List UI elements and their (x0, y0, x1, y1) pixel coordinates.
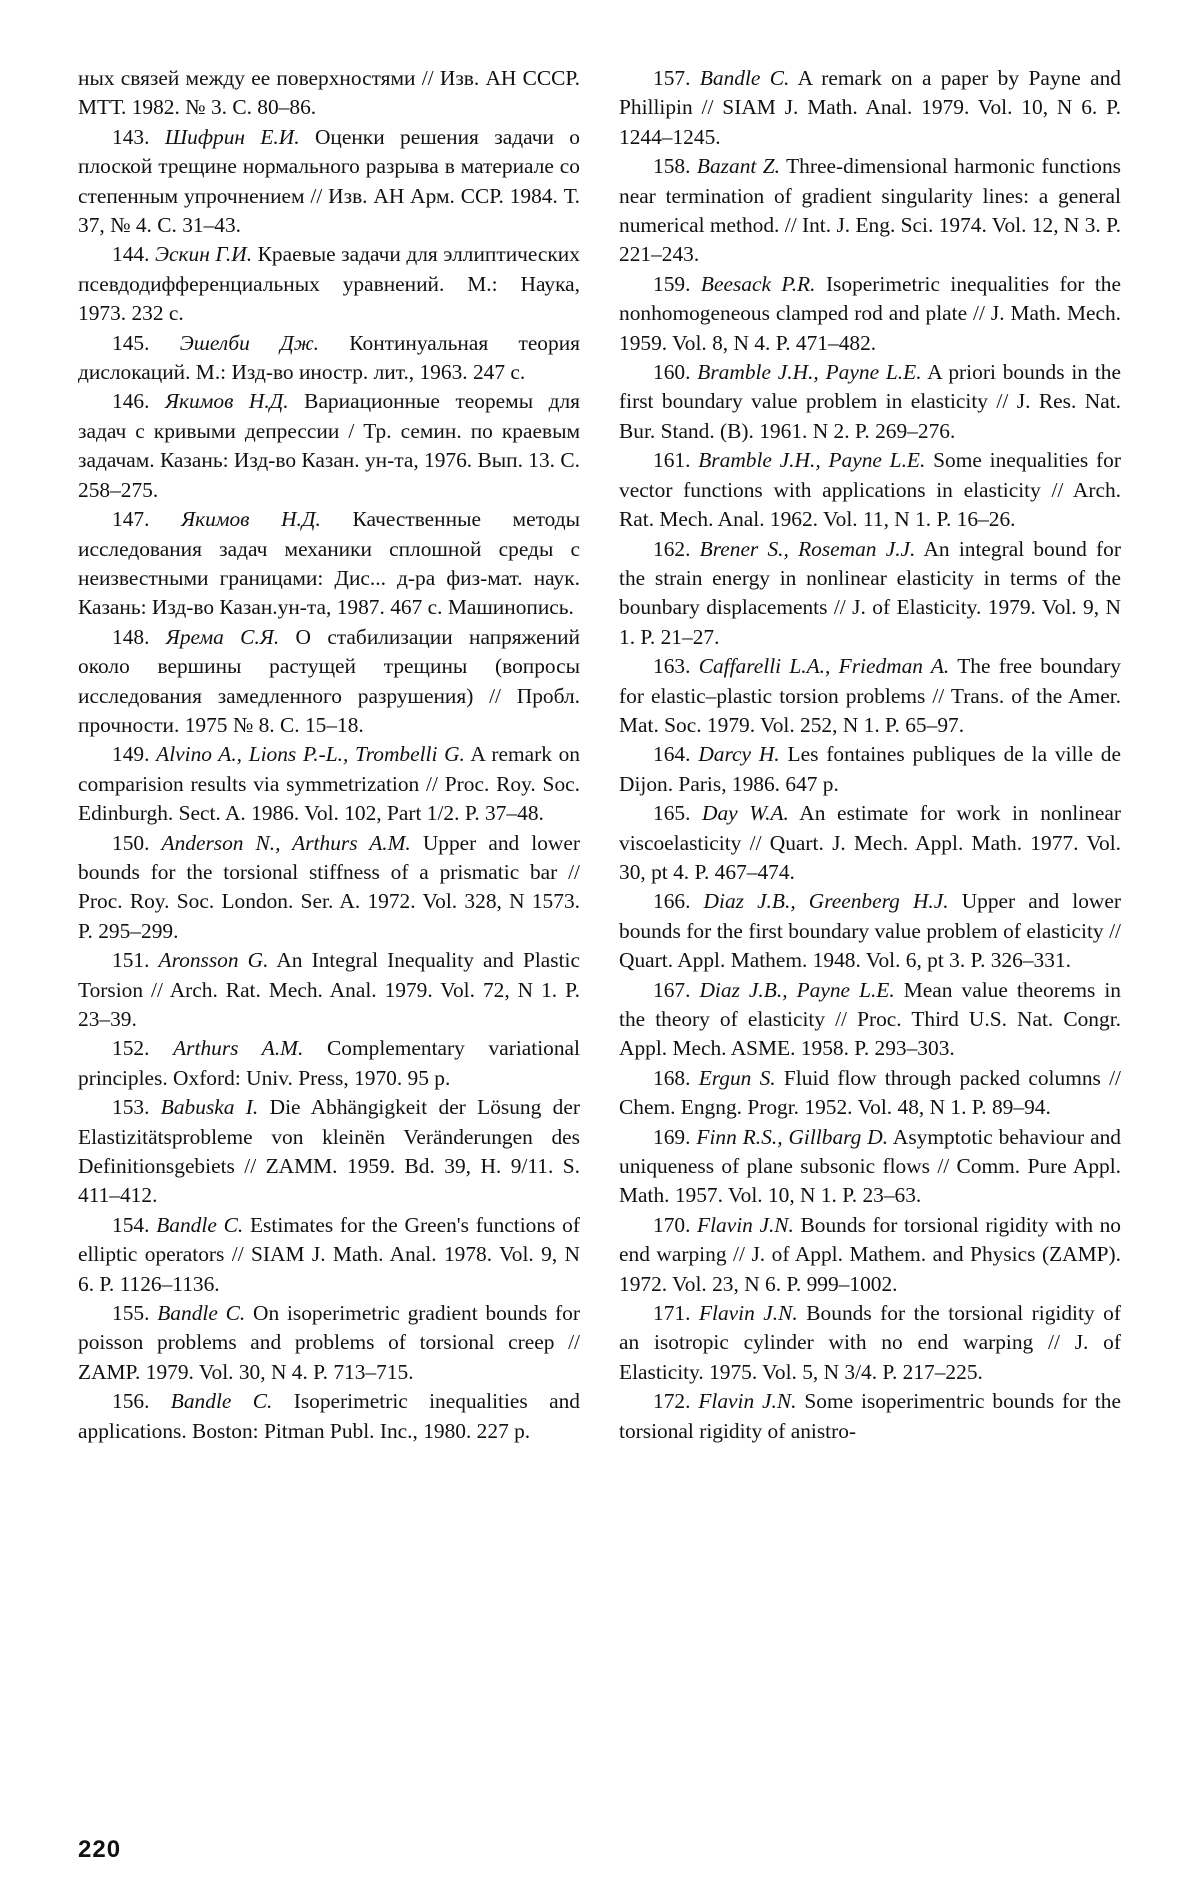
page-number: 220 (78, 1836, 122, 1863)
reference-entry (619, 1064, 1121, 1123)
reference-text: An integral bound for the strain energy in nonlinear elasticity in terms of the bounbary displacements // J. of Elasticity. 1979. Vol. 9, N 1. P. 21–27. (619, 536, 1121, 649)
reference-entry (619, 1123, 1121, 1211)
reference-entry (78, 740, 580, 828)
reference-text: ных связей между ее поверхностями // Изв. АН СССР. МТТ. 1982. № 3. С. 80–86. (78, 66, 580, 120)
reference-number: 144. (112, 242, 150, 267)
reference-number: 162. (653, 536, 691, 561)
reference-author: Ergun S. (698, 1065, 776, 1090)
reference-author: Якимов Н.Д. (181, 507, 321, 532)
reference-author: Bandle C. (699, 66, 790, 90)
reference-entry (78, 1093, 580, 1211)
reference-entry (78, 1299, 580, 1387)
reference-author: Diaz J.B., Payne L.E. (699, 977, 895, 1002)
reference-author: Diaz J.B., Greenberg H.J. (703, 889, 949, 914)
reference-entry (78, 829, 580, 947)
reference-number: 152. (112, 1036, 150, 1061)
reference-text: Fluid flow through packed columns // Chem. Engng. Progr. 1952. Vol. 48, N 1. P. 89–94. (619, 1065, 1121, 1120)
reference-number: 148. (112, 624, 150, 649)
reference-author: Bramble J.H., Payne L.E. (697, 360, 922, 385)
reference-author: Finn R.S., Gillbarg D. (696, 1124, 889, 1149)
reference-entry (78, 387, 580, 505)
reference-text: Краевые задачи для эллиптических псевдодифференциальных уравнений. М.: Наука, 1973. 232 с. (78, 242, 580, 326)
reference-number: 172. (653, 1389, 691, 1414)
reference-text: О стабилизации напряжений около вершины растущей трещины (вопросы исследования замедленного разрушения) // Пробл. прочности. 1975 № 8. С. 15–18. (78, 624, 580, 737)
reference-number: 146. (112, 389, 150, 414)
reference-entry (78, 329, 580, 388)
reference-entry (619, 740, 1121, 799)
reference-text: Three-dimensional harmonic functions near termination of gradient singularity lines: a general numerical method. // Int. J. Eng. Sci. 1974. Vol. 12, N 3. P. 221–243. (619, 154, 1121, 267)
reference-number: 157. (653, 66, 691, 90)
reference-text: Bounds for the torsional rigidity of an isotropic cylinder with no end warping // J. of Elasticity. 1975. Vol. 5, N 3/4. P. 217–225. (619, 1301, 1121, 1384)
reference-entry (78, 1387, 580, 1446)
reference-text: Bounds for torsional rigidity with no end warping // J. of Appl. Mathem. and Physics (ZAMP). 1972. Vol. 23, N 6. P. 999–1002. (619, 1212, 1121, 1296)
reference-text: The free boundary for elastic–plastic torsion problems // Trans. of the Amer. Mat. Soc. 1979. Vol. 252, N 1. P. 65–97. (619, 654, 1121, 737)
reference-author: Babuska I. (160, 1095, 259, 1120)
reference-text: Les fontaines publiques de la ville de Dijon. Paris, 1986. 647 p. (619, 742, 1121, 796)
reference-author: Anderson N., Arthurs A.M. (161, 830, 411, 855)
reference-author: Эшелби Дж. (179, 330, 320, 355)
reference-text: Upper and lower bounds for the first boundary value problem of elasticity // Quart. Appl. Mathem. 1948. Vol. 6, pt 3. P. 326–331. (619, 889, 1121, 973)
reference-entry (78, 623, 580, 741)
reference-text: An estimate for work in nonlinear viscoelasticity // Quart. J. Mech. Appl. Math. 1977. Vol. 30, pt 4. P. 467–474. (619, 801, 1121, 884)
left-column (78, 64, 580, 1446)
reference-text: Mean value theorems in the theory of elasticity // Proc. Third U.S. Nat. Congr. Appl. Mech. ASME. 1958. P. 293–303. (619, 977, 1121, 1061)
reference-author: Alvino A., Lions P.-L., Trombelli G. (156, 742, 465, 767)
reference-number: 168. (653, 1065, 691, 1090)
reference-entry (619, 799, 1121, 887)
reference-entry (78, 123, 580, 241)
reference-text: Upper and lower bounds for the torsional stiffness of a prismatic bar // Proc. Roy. Soc. London. Ser. A. 1972. Vol. 328, N 1573. P. 295–299. (78, 830, 580, 943)
reference-entry (619, 976, 1121, 1064)
reference-number: 165. (653, 801, 691, 826)
reference-number: 156. (112, 1389, 150, 1414)
reference-text: Some isoperimentric bounds for the torsional rigidity of anistro- (619, 1389, 1121, 1443)
reference-author: Bandle C. (156, 1212, 244, 1237)
reference-author: Bandle C. (157, 1301, 246, 1326)
reference-entry (619, 358, 1121, 446)
reference-entry (78, 946, 580, 1034)
reference-text: Asymptotic behaviour and uniqueness of plane subsonic flows // Comm. Pure Appl. Math. 1957. Vol. 10, N 1. P. 23–63. (619, 1124, 1121, 1208)
reference-entry (78, 1034, 580, 1093)
reference-author: Шифрин Е.И. (164, 124, 300, 149)
reference-number: 153. (112, 1095, 150, 1120)
reference-author: Bazant Z. (696, 154, 781, 179)
reference-author: Beesack P.R. (700, 271, 816, 296)
reference-author: Ярема С.Я. (165, 624, 280, 649)
reference-number: 145. (112, 330, 150, 355)
reference-text: A remark on a paper by Payne and Phillipin // SIAM J. Math. Anal. 1979. Vol. 10, N 6. P. 1244–1245. (619, 66, 1121, 149)
reference-number: 150. (112, 830, 150, 855)
reference-entry (619, 535, 1121, 653)
right-column (619, 64, 1121, 1446)
reference-entry (619, 64, 1121, 152)
reference-number: 151. (112, 948, 150, 973)
reference-text: Complementary variational principles. Oxford: Univ. Press, 1970. 95 p. (78, 1036, 580, 1090)
reference-entry (619, 887, 1121, 975)
reference-text: Estimates for the Green's functions of elliptic operators // SIAM J. Math. Anal. 1978. Vol. 9, N 6. P. 1126–1136. (78, 1212, 580, 1296)
reference-entry (619, 652, 1121, 740)
reference-entry (619, 1211, 1121, 1299)
reference-author: Darcy H. (698, 742, 780, 767)
reference-number: 171. (653, 1301, 691, 1326)
reference-text: Вариационные теоремы для задач с кривыми депрессии / Тр. семин. по краевым задачам. Казань: Изд-во Казан. ун-та, 1976. Вып. 13. С. 258–275. (78, 389, 580, 502)
reference-author: Flavin J.N. (698, 1301, 798, 1326)
reference-author: Caffarelli L.A., Friedman A. (698, 654, 950, 679)
reference-author: Bramble J.H., Payne L.E. (698, 448, 926, 473)
reference-text: An Integral Inequality and Plastic Torsion // Arch. Rat. Mech. Anal. 1979. Vol. 72, N 1. P. 23–39. (78, 948, 580, 1031)
reference-author: Bandle C. (170, 1389, 273, 1414)
reference-number: 143. (112, 124, 150, 149)
reference-number: 149. (112, 742, 150, 767)
reference-number: 169. (653, 1124, 691, 1149)
reference-text: Качественные методы исследования задач механики сплошной среды с неизвестными границами: Дис... д-ра физ-мат. наук. Казань: Изд-во Казан.ун-та, 1987. 467 с. Машинопись. (78, 507, 580, 620)
reference-author: Brener S., Roseman J.J. (699, 536, 916, 561)
reference-author: Arthurs A.M. (173, 1036, 304, 1061)
reference-number: 167. (653, 977, 691, 1002)
reference-text: Isoperimetric inequalities for the nonhomogeneous clamped rod and plate // J. Math. Mech. 1959. Vol. 8, N 4. P. 471–482. (619, 271, 1121, 355)
reference-author: Flavin J.N. (698, 1389, 797, 1414)
reference-text: Die Abhängigkeit der Lösung der Elastizitätsprobleme von kleinën Veränderungen des Definitionsgebiets // ZAMM. 1959. Bd. 39, H. 9/11. S. 411–412. (78, 1095, 580, 1208)
reference-text: Some inequalities for vector functions with applications in elasticity // Arch. Rat. Mech. Anal. 1962. Vol. 11, N 1. P. 16–26. (619, 448, 1121, 532)
reference-number: 158. (653, 154, 691, 179)
reference-author: Flavin J.N. (697, 1212, 794, 1237)
reference-entry (619, 1299, 1121, 1387)
reference-text: Континуальная теория дислокаций. М.: Изд-во иностр. лит., 1963. 247 с. (78, 330, 580, 385)
reference-entry (619, 152, 1121, 270)
reference-number: 170. (653, 1212, 691, 1237)
reference-text: Isoperimetric inequalities and applications. Boston: Pitman Publ. Inc., 1980. 227 p. (78, 1389, 580, 1443)
reference-author: Day W.A. (702, 801, 789, 826)
reference-entry (78, 505, 580, 623)
reference-author: Эскин Г.И. (155, 242, 253, 267)
reference-number: 154. (112, 1212, 150, 1237)
reference-number: 161. (653, 448, 691, 473)
reference-text: On isoperimetric gradient bounds for poisson problems and problems of torsional creep // ZAMP. 1979. Vol. 30, N 4. P. 713–715. (78, 1301, 580, 1384)
reference-entry (78, 240, 580, 328)
reference-author: Aronsson G. (158, 948, 269, 973)
reference-number: 155. (112, 1301, 150, 1326)
reference-entry (619, 446, 1121, 534)
reference-entry (619, 1387, 1121, 1446)
reference-text: A remark on comparision results via symmetrization // Proc. Roy. Soc. Edinburgh. Sect. A. 1986. Vol. 102, Part 1/2. P. 37–48. (78, 742, 581, 826)
reference-text: Оценки решения задачи о плоской трещине нормального разрыва в материале со степенным упрочнением // Изв. АН Арм. ССР. 1984. Т. 37, № 4. С. 31–43. (78, 124, 580, 238)
reference-number: 166. (653, 889, 691, 914)
reference-number: 147. (112, 507, 150, 532)
reference-entry (619, 270, 1121, 358)
reference-text: A priori bounds in the first boundary value problem in elasticity // J. Res. Nat. Bur. Stand. (B). 1961. N 2. P. 269–276. (619, 360, 1121, 443)
reference-number: 159. (653, 271, 691, 296)
reference-entry (78, 1211, 580, 1299)
reference-entry-continuation (78, 64, 580, 123)
reference-number: 160. (653, 360, 691, 385)
reference-number: 163. (653, 654, 691, 679)
reference-author: Якимов Н.Д. (164, 389, 289, 414)
reference-number: 164. (653, 742, 691, 767)
